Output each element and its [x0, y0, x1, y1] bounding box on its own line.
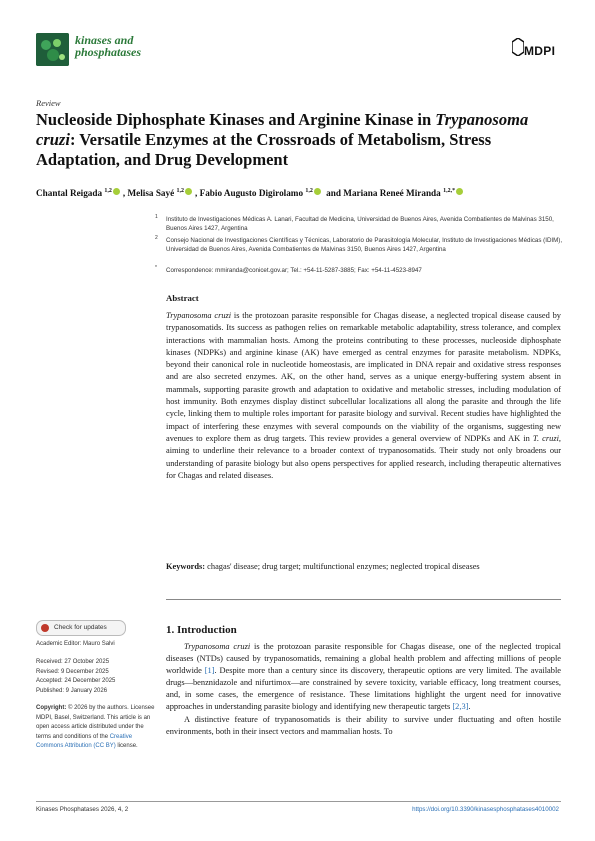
affiliation — [155, 214, 566, 233]
mdpi-logo-icon — [512, 38, 524, 61]
published-date: Published: 9 January 2026 — [36, 687, 108, 694]
affiliation-number: 1 — [155, 214, 158, 220]
affiliation-number: 2 — [155, 235, 158, 241]
author-name: Mariana Reneé Miranda — [343, 188, 441, 199]
author-separator: , — [122, 188, 128, 199]
introduction-body — [166, 641, 561, 738]
affiliation-number: * — [155, 265, 157, 271]
affiliation-text: Instituto de Investigaciones Médicas A. Lanari, Facultad de Medicina, Universidad de Buenos Aires, Avenida Combatientes de Malvinas 3150, Buenos Aires 1427, Argentina — [166, 216, 554, 233]
affiliation-text: Consejo Nacional de Investigaciones Científicas y Técnicas, Laboratorio de Parasitología Molecular, Instituto de Investigaciones Médicas (IDIM), Universidad de Buenos Aires, Avenida Combatientes de Malvinas 3150, Buenos Aires 1427, Argentina — [166, 237, 563, 254]
accepted-date: Accepted: 24 December 2025 — [36, 678, 116, 685]
title-italic: Trypanosoma cruzi — [36, 110, 529, 149]
author-name: Melisa Sayé — [127, 188, 175, 199]
check-updates-icon — [41, 624, 49, 632]
check-updates-label: Check for updates — [54, 624, 107, 631]
intro-italic: Trypanosoma cruzi — [184, 642, 251, 651]
orcid-icon[interactable] — [185, 188, 192, 195]
author-sup: 1,2 — [305, 188, 313, 194]
abstract-heading: Abstract — [166, 293, 199, 303]
copyright-notice — [36, 704, 156, 752]
abstract-body — [166, 310, 561, 482]
footer-divider — [36, 801, 561, 802]
section-heading: 1. Introduction — [166, 624, 237, 636]
divider — [166, 599, 561, 600]
author-sup: 1,2,* — [443, 188, 456, 194]
paragraph — [166, 641, 561, 714]
orcid-icon[interactable] — [456, 188, 463, 195]
keywords-label: Keywords: — [166, 562, 206, 571]
author-name: Chantal Reigada — [36, 188, 103, 199]
abstract-text: , aiming to underline their relevance to a broader context of trypanosomatids. Their study not only broadens our understanding of parasite biology but also opens perspectives for applied research, including therapeutic alternatives for Chagas and related diseases. — [166, 433, 561, 480]
publisher-name: MDPI — [524, 44, 556, 58]
article-type: Review — [36, 98, 61, 108]
abstract-italic-start: Trypanosoma cruzi — [166, 311, 232, 320]
check-for-updates-button[interactable] — [36, 620, 126, 636]
paragraph-text: . Despite more than a century since its discovery, therapeutic options are very limited. The available drugs—benznidazole and nifurtimox—are constrained by severe toxicity, variable efficacy, long treatment courses, and, in some cases, the emergence of resistance. These limitations highlight the urgent need for innovative approaches in understanding parasite biology and identifying new therapeutic targets — [166, 666, 562, 712]
author-name: Fabio Augusto Digirolamo — [199, 188, 304, 199]
academic-editor: Academic Editor: Mauro Salvi — [36, 641, 115, 647]
publication-dates — [36, 658, 156, 696]
correspondence-text[interactable]: Correspondence: mmiranda@conicet.gov.ar; Tel.: +54-11-5287-3885; Fax: +54-11-4523-8947 — [166, 267, 422, 274]
journal-logo — [36, 33, 69, 66]
abstract-text: is the protozoan parasite responsible for Chagas disease, a neglected tropical disease caused by trypanosomatids. Its success as pathogen relies on remarkable metabolic adaptability, stress tolerance, and complex interactions with mammalian hosts. Among the proteins contributing to these processes, nucleoside diphosphate kinases (NDPKs) and arginine kinase (AK) have emerged as central enzymes for parasite metabolism. NDPKs, beyond their canonical role in nucleotide homeostasis, are implicated in DNA repair and oxidative stress responses and are also secreted enzymes. AK, on the other hand, serves as a unique energy-buffering system absent in mammals, supporting parasite growth and adaptation to oxidative and metabolic stresses, including modulation of host immunity. Both enzymes display distinct subcellular localizations all along the parasite and through the life cycle, linking them to multiple roles important for parasite biology and survival. Recent studies have highlighted the impact of interfering these enzymes with several compounds on the viability of the organisms, suggesting new avenues to explore them as drug targets. This review provides a general overview of NDPKs and AK in — [166, 311, 561, 443]
journal-name-line1: kinases and — [75, 33, 134, 47]
author-sup: 1,2 — [104, 188, 112, 194]
license-tail: license. — [115, 743, 138, 750]
citation-link[interactable]: [1] — [204, 666, 215, 676]
author-list — [36, 185, 576, 199]
keywords-text: chagas' disease; drug target; multifunctional enzymes; neglected tropical diseases — [205, 562, 480, 571]
author-separator: and — [323, 188, 344, 199]
copyright-label: Copyright: — [36, 705, 67, 711]
paragraph-text: . — [468, 702, 471, 712]
citation-link[interactable]: [2,3] — [452, 702, 469, 712]
received-date: Received: 27 October 2025 — [36, 659, 110, 665]
copyright-text: © 2026 by the authors. Licensee MDPI, Basel, Switzerland. This article is an open access article distributed under the terms and conditions of the — [36, 705, 155, 740]
author-separator: , — [195, 188, 200, 199]
doi-link[interactable]: https://doi.org/10.3390/kinasesphosphatases4010002 — [412, 806, 559, 813]
license-link[interactable]: Creative Commons Attribution (CC BY) — [36, 733, 133, 750]
title-part2: : Versatile Enzymes at the Crossroads of Metabolism, Stress Adaptation, and Drug Development — [36, 130, 492, 169]
correspondence — [155, 265, 566, 275]
affiliation — [155, 235, 566, 254]
author-sup: 1,2 — [176, 188, 184, 194]
abstract-italic-mid: T. cruzi — [532, 433, 559, 443]
title-part1: Nucleoside Diphosphate Kinases and Arginine Kinase in — [36, 110, 432, 129]
paragraph: A distinctive feature of trypanosomatids is their ability to survive under fluctuating and often hostile environments, both in their insect vectors and mammalian hosts. To — [166, 714, 561, 736]
revised-date: Revised: 9 December 2025 — [36, 668, 109, 675]
orcid-icon[interactable] — [113, 188, 120, 195]
footer-citation: Kinases Phosphatases 2026, 4, 2 — [36, 806, 129, 813]
journal-name — [75, 34, 141, 58]
paragraph-text: is the protozoan parasite responsible for Chagas disease, one of the neglected tropical diseases (NTDs) caused by trypanosomatids, remaining a global health problem and affecting millions of people worldwide — [166, 642, 562, 676]
journal-name-line2: phosphatases — [75, 45, 142, 59]
keywords — [166, 561, 561, 573]
article-title — [36, 110, 566, 170]
orcid-icon[interactable] — [314, 188, 321, 195]
